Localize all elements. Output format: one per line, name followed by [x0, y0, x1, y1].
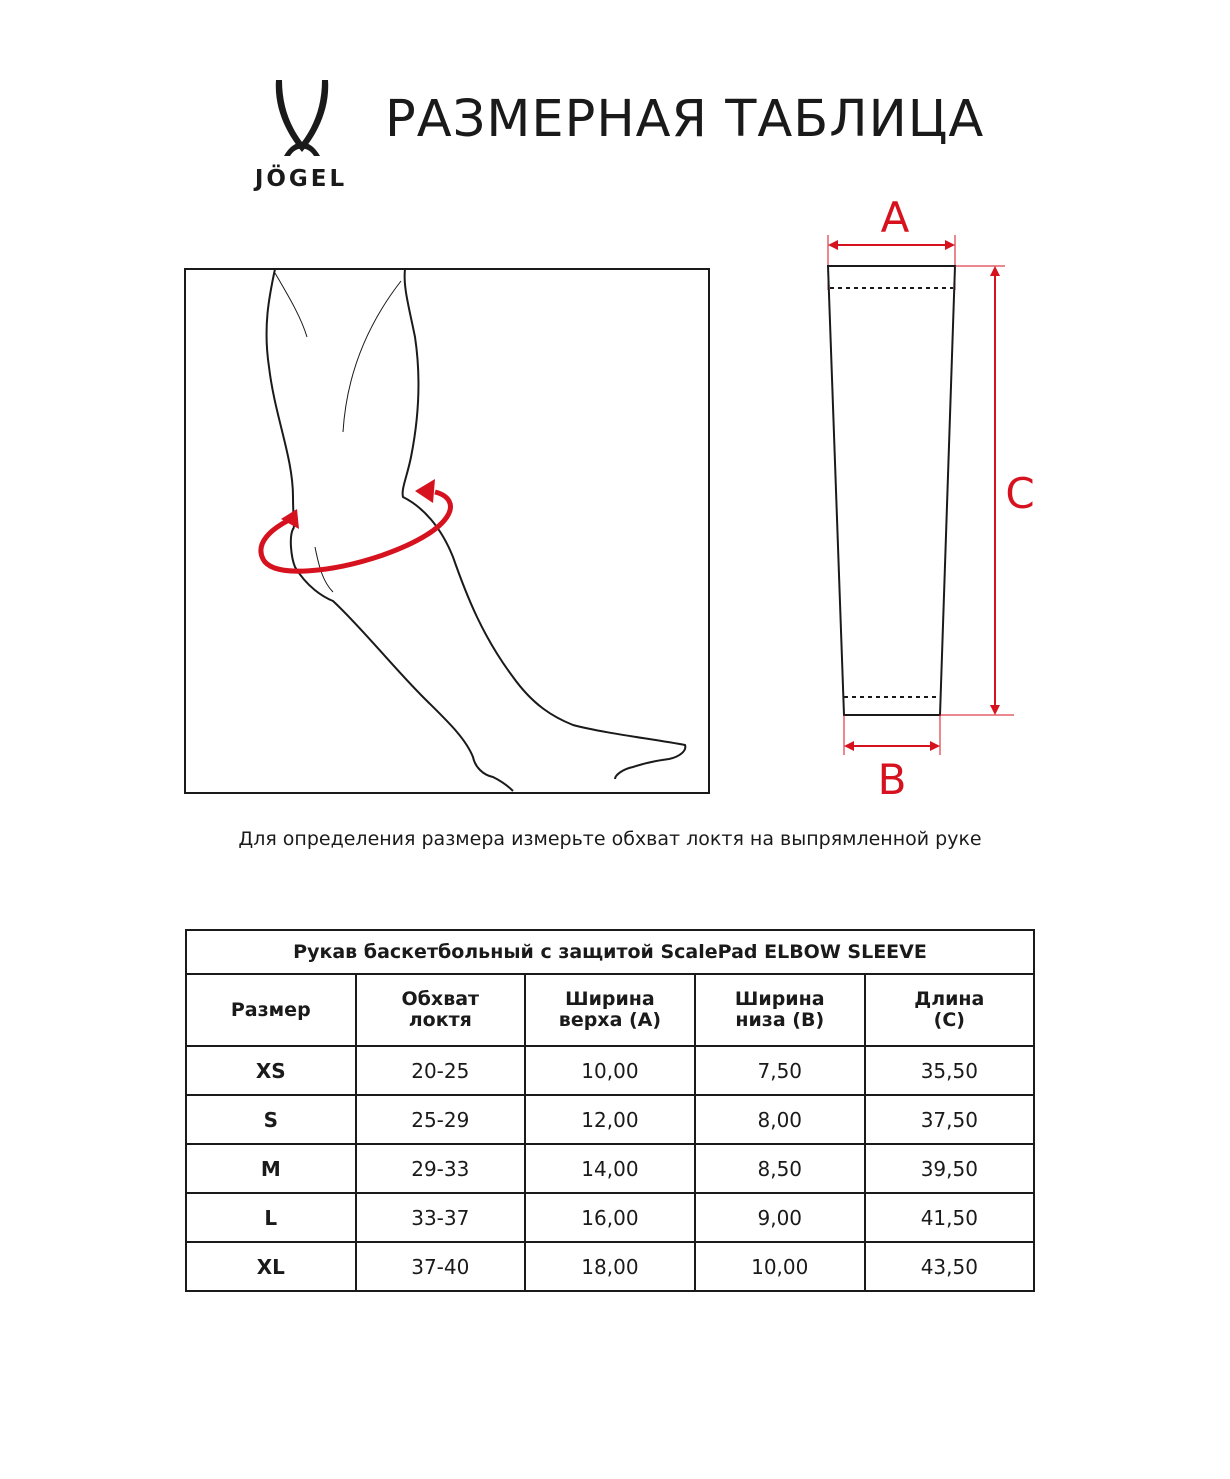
dimension-c-label: C: [1005, 469, 1035, 518]
header-length: Длина (C): [865, 974, 1034, 1046]
page-title: РАЗМЕРНАЯ ТАБЛИЦА: [385, 90, 985, 149]
size-cell: XS: [186, 1046, 356, 1095]
table-cell: 29-33: [356, 1144, 525, 1193]
table-cell: 35,50: [865, 1046, 1034, 1095]
table-row: [186, 1193, 1034, 1242]
table-cell: 10,00: [695, 1242, 865, 1291]
table-cell: 20-25: [356, 1046, 525, 1095]
logo-mark-icon: [272, 78, 332, 158]
table-cell: 8,00: [695, 1095, 865, 1144]
table-cell: 16,00: [525, 1193, 695, 1242]
header-bottom-width: Ширина низа (B): [695, 974, 865, 1046]
brand-logo: [240, 78, 362, 193]
table-cell: 18,00: [525, 1242, 695, 1291]
dimension-a-label: A: [880, 193, 910, 242]
table-cell: 25-29: [356, 1095, 525, 1144]
table-row: [186, 1046, 1034, 1095]
table-caption: Рукав баскетбольный с защитой ScalePad ELBOW SLEEVE: [186, 930, 1034, 974]
header-elbow-girth: Обхват локтя: [356, 974, 525, 1046]
table-cell: 33-37: [356, 1193, 525, 1242]
table-cell: 37-40: [356, 1242, 525, 1291]
table-header-row: [186, 974, 1034, 1046]
header-size: Размер: [186, 974, 356, 1046]
table-cell: 14,00: [525, 1144, 695, 1193]
table-row: [186, 1095, 1034, 1144]
table-cell: 12,00: [525, 1095, 695, 1144]
header-top-width: Ширина верха (A): [525, 974, 695, 1046]
brand-name: JÖGEL: [254, 166, 348, 192]
table-row: [186, 1242, 1034, 1291]
size-table: [185, 929, 1035, 1292]
table-cell: 39,50: [865, 1144, 1034, 1193]
arm-illustration: [183, 267, 713, 797]
table-cell: 10,00: [525, 1046, 695, 1095]
table-cell: 7,50: [695, 1046, 865, 1095]
size-cell: XL: [186, 1242, 356, 1291]
size-cell: S: [186, 1095, 356, 1144]
table-cell: 43,50: [865, 1242, 1034, 1291]
table-row: [186, 1144, 1034, 1193]
sleeve-diagram: [810, 190, 1070, 810]
size-cell: L: [186, 1193, 356, 1242]
measurement-instruction: Для определения размера измерьте обхват локтя на выпрямленной руке: [238, 828, 982, 850]
table-cell: 8,50: [695, 1144, 865, 1193]
table-cell: 41,50: [865, 1193, 1034, 1242]
table-cell: 9,00: [695, 1193, 865, 1242]
measure-circumference-icon: [261, 479, 451, 571]
size-cell: M: [186, 1144, 356, 1193]
table-cell: 37,50: [865, 1095, 1034, 1144]
dimension-b-label: B: [877, 755, 907, 804]
